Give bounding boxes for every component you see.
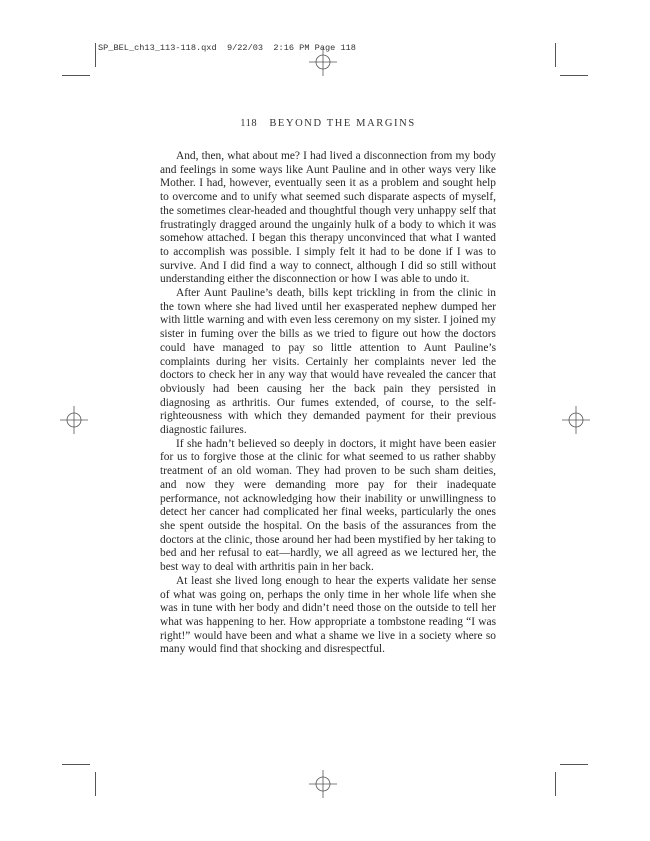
crop-mark-bottom-right-v: [555, 772, 556, 796]
crop-mark-top-left-v: [95, 43, 96, 67]
crop-mark-bottom-right-h: [560, 764, 588, 765]
paragraph: At least she lived long enough to hear the experts validate her sense of what was going on, perhaps the only time in her whole life when she was in tune with her body and didn’t need those on the outside to tell her what was happening to her. How appropriate a tombstone reading “I was right!” would have been and what a shame we live in a society where so many would find that shocking and disrespectful.: [160, 574, 496, 656]
running-title: BEYOND THE MARGINS: [269, 118, 416, 129]
paragraph: If she hadn’t believed so deeply in doctors, it might have been easier for us to forgive those at the clinic for what seemed to us rather shabby treatment of an old woman. They had proven to be such sham deities, and now they were demanding more pay for their inadequate performance, not acknowledging how their inability or unwillingness to detect her cancer had complicated her final weeks, particularly the ones she spent outside the hospital. On the basis of the assurances from the doctors at the clinic, those around her had been mystified by her taking to bed and her refusal to eat—hardly, we all agreed as we lectured her, the best way to deal with arthritis pain in her back.: [160, 437, 496, 574]
registration-mark-right: [562, 406, 590, 434]
slug-date: 9/22/03: [226, 43, 264, 53]
body-text: [160, 150, 496, 657]
registration-mark-top: [309, 48, 337, 76]
registration-mark-bottom: [309, 770, 337, 798]
slug-time: 2:16 PM: [273, 43, 310, 53]
slug-file: SP_BEL_ch13_113-118.qxd: [98, 43, 217, 53]
registration-mark-left: [60, 406, 88, 434]
paragraph: And, then, what about me? I had lived a disconnection from my body and feelings in some ways like Aunt Pauline and in other ways very like Mother. I had, however, eventually seen it as a problem and sought help to overcome and to unify what seemed such disparate aspects of myself, the sometimes clear-headed and thoughtful though very unhappy self that frustratingly dragged around the ungainly hulk of a body to which it was somehow attached. I began this therapy unconvinced that what I wanted to accomplish was possible. I simply felt it had to be done if I was to survive. And I did find a way to connect, although I did so still without understanding either the disconnection or how I was able to undo it.: [160, 150, 496, 286]
crop-mark-bottom-left-v: [95, 772, 96, 796]
crop-mark-bottom-left-h: [62, 764, 90, 765]
page-number: 118: [240, 118, 258, 129]
crop-mark-top-right-h: [560, 75, 588, 76]
crop-mark-top-left-h: [62, 75, 90, 76]
slug-page: Page 118: [314, 43, 356, 53]
running-header: [160, 118, 496, 129]
crop-mark-top-right-v: [555, 43, 556, 67]
paragraph: After Aunt Pauline’s death, bills kept trickling in from the clinic in the town where she had lived until her exasperated nephew dumped her with little warning and with even less ceremony on my sister. I joined my sister in fuming over the bills as we tried to figure out how the doctors could have managed to pay so little attention to Aunt Pauline’s complaints during her visits. Certainly her complaints never led the doctors to check her in any way that would have revealed the cancer that obviously had been causing her the back pain they persisted in diagnosing as arthritis. Our fumes extended, of course, to the self-righteousness with which they demanded payment for their previous diagnostic failures.: [160, 287, 496, 437]
